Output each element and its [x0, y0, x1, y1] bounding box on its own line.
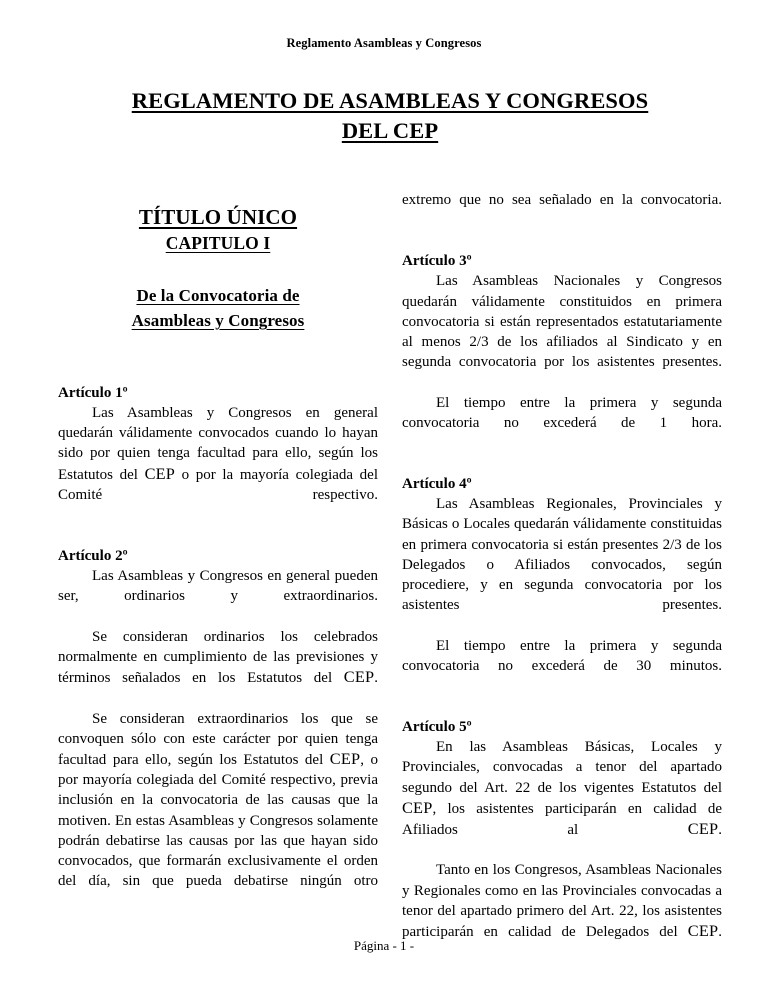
page-footer: Página - 1 - [353, 938, 415, 953]
section-capitulo [58, 232, 378, 255]
right-column [402, 190, 722, 941]
article-heading: Artículo 5º [402, 719, 472, 736]
acronym-cep: CEP [329, 749, 361, 769]
left-column [58, 190, 378, 930]
article-block [58, 383, 378, 525]
article-heading: Artículo 1º [58, 385, 128, 401]
article-paragraph: Las Asambleas y Congresos en general pueden ser, ordinarios y extraordinarios. [58, 568, 378, 605]
running-header: Reglamento Asambleas y Congresos [286, 36, 482, 50]
article-paragraph: Se consideran ordinarios los celebrados normalmente en cumplimiento de las previsiones y términos señalados en los Estatutos del CEP. [58, 628, 378, 687]
right-article-list [402, 251, 722, 962]
acronym-cep: CEP [144, 463, 176, 483]
article-paragraph: El tiempo entre la primera y segunda convocatoria no excederá de 30 minutos. [402, 637, 722, 674]
article-paragraph: Se consideran extraordinarios los que se convoquen sólo con este carácter por quien tenga facultad para ello, según los Estatutos del CEP, o por mayoría colegiada del Comité respectivo, previa inclusión en la convocatoria de las causas que la motiven. En estas Asambleas y Congresos solamente podrán debatirse las causas por las que hayan sido convocados, que formarán exclusivamente el orden del día, sin que pueda debatirse ningún otro [58, 710, 378, 890]
section-subtitle-line-2: Asambleas y Congresos [131, 311, 305, 330]
article-paragraph: En las Asambleas Básicas, Locales y Provinciales, convocadas a tenor del apartado segundo del Art. 22 de los vigentes Estatutos del CEP, los asistentes participarán en calidad de Afiliados al CEP. [402, 739, 722, 839]
section-subtitle [58, 283, 378, 333]
article-block [58, 546, 378, 911]
article-paragraph: El tiempo entre la primera y segunda convocatoria no excederá de 1 hora. [402, 394, 722, 431]
page-title [58, 86, 722, 146]
section-subtitle-line-1: De la Convocatoria de [136, 286, 300, 305]
section-capitulo-label: CAPITULO I [165, 233, 271, 253]
article-paragraph: Las Asambleas Regionales, Provinciales y Básicas o Locales quedarán válidamente constituidas en primera convocatoria si están presentes 2/3 de los Delegados o Afiliados convocados, según procediere, y en segunda convocatoria por los asistentes presentes. [402, 496, 722, 614]
article-paragraph: Las Asambleas Nacionales y Congresos quedarán válidamente constituidos en primera convocatoria si están representados estatutariamente al menos 2/3 de los afiliados al Sindicato y en segunda convocatoria por los asistentes presentes. [402, 273, 722, 371]
left-article-list [58, 383, 378, 912]
paragraph-continuation: extremo que no sea señalado en la convocatoria. [402, 192, 722, 208]
article-heading: Artículo 3º [402, 253, 472, 270]
page-title-line-2: DEL CEP [341, 118, 439, 143]
article-block [402, 717, 722, 962]
body-columns [58, 190, 722, 941]
article-paragraph: Las Asambleas y Congresos en general quedarán válidamente convocados cuando lo hayan sido por quien tenga facultad para ello, según los Estatutos del CEP o por la mayoría colegiada del Comité respectivo. [58, 405, 378, 503]
article-block [402, 474, 722, 696]
section-titulo-unico [58, 204, 378, 230]
article-heading: Artículo 4º [402, 476, 472, 493]
article-block [402, 251, 722, 453]
acronym-cep: CEP [343, 667, 375, 687]
article-paragraph: Tanto en los Congresos, Asambleas Nacionales y Regionales como en las Provinciales convocadas a tenor del apartado primero del Art. 22, los asistentes participarán en calidad de Delegados del CEP. [402, 862, 722, 941]
acronym-cep: CEP [402, 797, 433, 817]
article-heading: Artículo 2º [58, 548, 128, 565]
acronym-cep: CEP [687, 921, 719, 941]
section-titulo-unico-label: TÍTULO ÚNICO [138, 205, 298, 229]
acronym-cep: CEP [687, 819, 719, 839]
page-title-line-1: REGLAMENTO DE ASAMBLEAS Y CONGRESOS [131, 88, 649, 113]
